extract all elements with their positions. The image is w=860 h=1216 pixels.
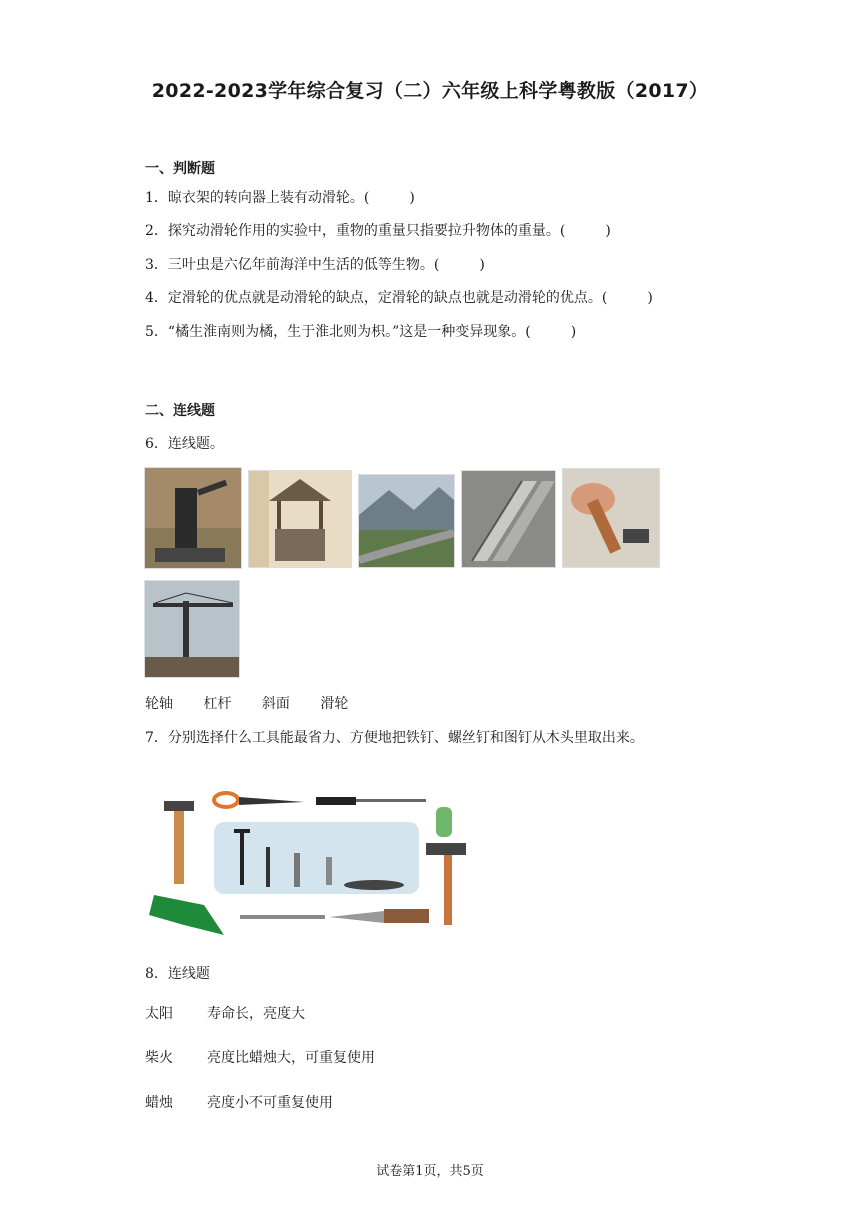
well-image xyxy=(248,470,352,568)
question-1: 1．晾衣架的转向器上装有动滑轮。( ) xyxy=(145,190,415,206)
hammer-image xyxy=(562,468,660,568)
question-7: 7．分别选择什么工具能最省力、方便地把铁钉、螺丝钉和图钉从木头里取出来。 xyxy=(145,730,644,746)
label-wheel-axle: 轮轴 xyxy=(145,696,173,712)
tools-image xyxy=(144,785,474,940)
escalator-image xyxy=(461,470,556,568)
label-lever: 杠杆 xyxy=(203,696,232,712)
question-8: 8．连线题 xyxy=(145,966,210,982)
page-footer: 试卷第1页，共5页 xyxy=(376,1164,484,1179)
label-pulley: 滑轮 xyxy=(320,696,349,712)
page-title: 2022-2023学年综合复习（二）六年级上科学粤教版（2017） xyxy=(151,80,709,102)
question-3: 3．三叶虫是六亿年前海洋中生活的低等生物。( ) xyxy=(145,257,485,273)
q6-labels xyxy=(145,693,374,713)
question-4: 4．定滑轮的优点就是动滑轮的缺点，定滑轮的缺点也就是动滑轮的优点。( ) xyxy=(145,290,653,306)
q8-row-sun: 太阳 寿命长，亮度大 xyxy=(145,1006,305,1022)
pump-image xyxy=(144,467,242,569)
question-5: 5．“橘生淮南则为橘，生于淮北则为枳。”这是一种变异现象。( ) xyxy=(145,324,577,340)
question-2: 2．探究动滑轮作用的实验中，重物的重量只指要拉升物体的重量。( ) xyxy=(145,223,611,239)
crane-image xyxy=(144,580,240,678)
section-heading-judgment: 一、判断题 xyxy=(145,161,215,177)
road-image xyxy=(358,474,455,568)
question-6: 6．连线题。 xyxy=(145,436,224,452)
q8-row-candle: 蜡烛 亮度小不可重复使用 xyxy=(145,1095,333,1111)
q8-row-firewood: 柴火 亮度比蜡烛大，可重复使用 xyxy=(145,1050,375,1066)
section-heading-matching: 二、连线题 xyxy=(145,403,215,419)
label-incline: 斜面 xyxy=(261,696,290,712)
